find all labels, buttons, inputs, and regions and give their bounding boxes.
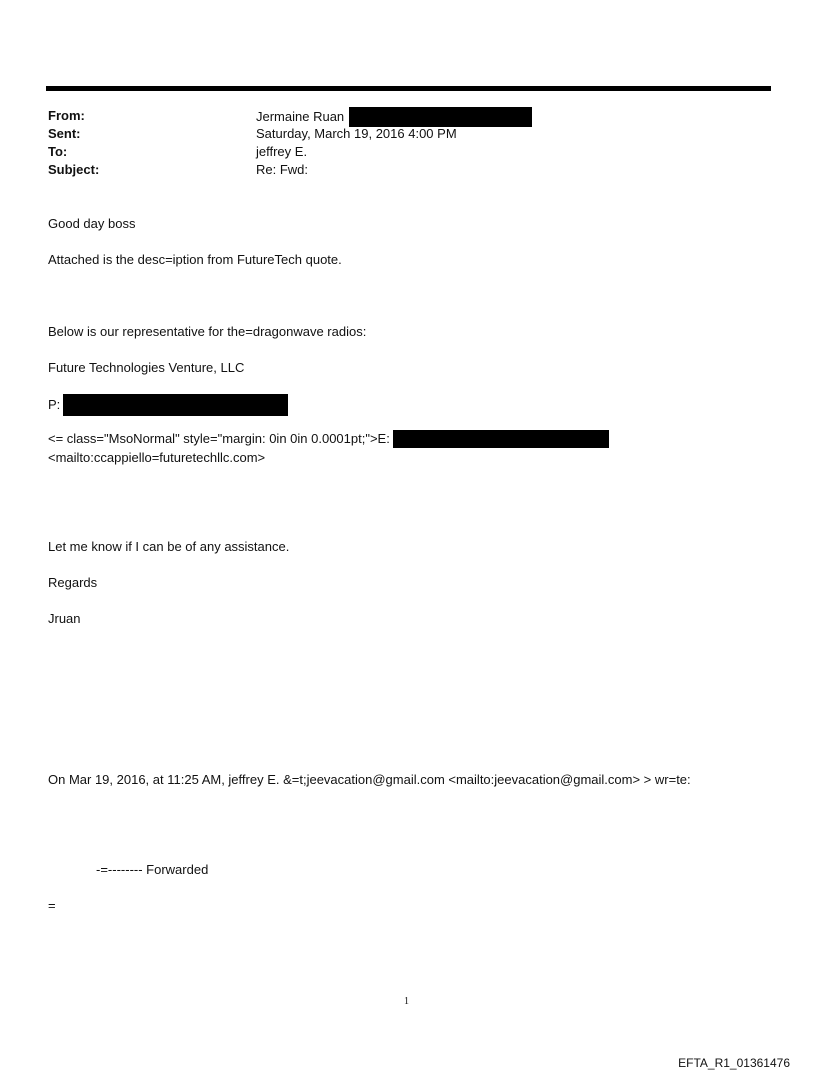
subject-label: Subject: [48,162,100,177]
forwarded-text: -=-------- Forwarded [96,862,209,877]
phone-redaction [63,394,288,416]
from-label: From: [48,108,85,123]
from-email-redaction [349,107,532,127]
representative-text: Below is our representative for the=dragonwave radios: [48,324,367,339]
email-line-prefix: <= class="MsoNormal" style="margin: 0in 0in 0.0001pt;">E: [48,431,390,446]
document-id: EFTA_R1_01361476 [678,1056,790,1070]
sent-label: Sent: [48,126,81,141]
assistance-text: Let me know if I can be of any assistance. [48,539,290,554]
company-name: Future Technologies Venture, LLC [48,360,245,375]
page-number: 1 [404,996,409,1007]
subject-value: Re: Fwd: [256,162,309,177]
quoted-intro-text: On Mar 19, 2016, at 11:25 AM, jeffrey E. &=t;jeevacation@gmail.com <mailto:jeevacation@gmail.com> > wr=te: [48,772,691,787]
to-value: jeffrey E. [256,144,308,159]
email-line [48,430,609,448]
from-value-wrap [256,107,532,127]
from-value: Jermaine Ruan [256,109,345,124]
signature-text: Jruan [48,611,81,626]
email-redaction [393,430,609,448]
attached-text: Attached is the desc=iption from FutureTech quote. [48,252,342,267]
regards-text: Regards [48,575,98,590]
to-label: To: [48,144,68,159]
header-divider-rule [46,86,771,91]
sent-value: Saturday, March 19, 2016 4:00 PM [256,126,457,141]
phone-line [48,394,288,416]
greeting-text: Good day boss [48,216,136,231]
phone-label: P: [48,397,61,412]
equals-text: = [48,898,56,913]
mailto-line: <mailto:ccappiello=futuretechllc.com> [48,450,266,465]
